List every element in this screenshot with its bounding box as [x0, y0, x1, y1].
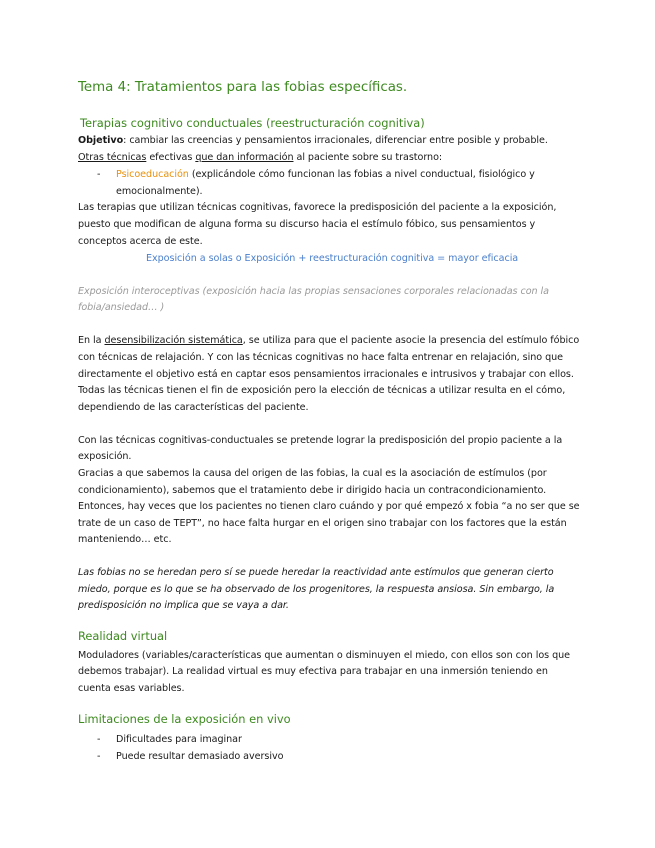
paragraph-line: directamente el objetivo está en captar esos pensamientos irracionales e intrusivos y trabajar con ellos.	[78, 369, 574, 380]
paragraph-line: cuenta esas variables.	[78, 683, 185, 694]
paragraph-line: puesto que modifican de alguna forma su discurso hacia el estímulo fóbico, sus pensamientos y	[78, 219, 536, 230]
objetivo-text: : cambiar las creencias y pensamientos irracionales, diferenciar entre posible y probable.	[123, 135, 548, 146]
desens-suffix: , se utiliza para que el paciente asocie la presencia del estímulo fóbico	[242, 335, 580, 346]
objetivo-label: Objetivo	[78, 135, 124, 146]
bullet-dash: -	[97, 169, 101, 180]
list-item: Dificultades para imaginar	[116, 734, 242, 745]
paragraph-line: exposición.	[78, 451, 132, 462]
interoceptive-line: Exposición interoceptivas (exposición hacia las propias sensaciones corporales relacionadas con la	[78, 286, 549, 297]
page-title: Tema 4: Tratamientos para las fobias específicas.	[78, 80, 408, 95]
otras-tecnicas-line	[78, 149, 442, 166]
paragraph-line: Todas las técnicas tienen el fin de exposición pero la elección de técnicas a utilizar resulta en el cómo,	[78, 385, 566, 396]
otras-mid: efectivas	[146, 152, 196, 163]
efficacy-highlight: Exposición a solas o Exposición + reestructuración cognitiva = mayor eficacia	[146, 253, 519, 264]
desens-prefix: En la	[78, 335, 105, 346]
paragraph-line: manteniendo… etc.	[78, 534, 172, 545]
bullet-dash: -	[97, 751, 101, 762]
interoceptive-line: fobia/ansiedad… )	[78, 302, 165, 313]
paragraph-line: Con las técnicas cognitivas-conductuales se pretende lograr la predisposición del propio paciente a la	[78, 435, 563, 446]
bullet-dash: -	[97, 734, 101, 745]
info-underlined: que dan información	[195, 152, 294, 163]
paragraph-line: dependiendo de las características del paciente.	[78, 402, 309, 413]
paragraph-line: Gracias a que sabemos la causa del origen de las fobias, la cual es la asociación de estímulos (por	[78, 468, 547, 479]
paragraph-line: conceptos acerca de este.	[78, 236, 203, 247]
paragraph-line: condicionamiento), sabemos que el tratamiento debe ir dirigido hacia un contracondicionamiento.	[78, 485, 547, 496]
psico-text-2: emocionalmente).	[116, 186, 203, 197]
psicoeducacion-label: Psicoeducación	[116, 169, 189, 180]
section-heading-cbt: Terapias cognitivo conductuales (reestructuración cognitiva)	[80, 116, 425, 130]
section-heading-limitaciones: Limitaciones de la exposición en vivo	[78, 712, 291, 726]
paragraph-line: Las terapias que utilizan técnicas cognitivas, favorece la predisposición del paciente a la exposición,	[78, 202, 557, 213]
italic-line: Las fobias no se heredan pero sí se puede heredar la reactividad ante estímulos que generan cierto	[78, 567, 554, 578]
italic-line: predisposición no implica que se vaya a dar.	[78, 600, 289, 611]
italic-line: miedo, porque es lo que se ha observado de los progenitores, la respuesta ansiosa. Sin embargo, la	[78, 584, 555, 595]
section-heading-realidad-virtual: Realidad virtual	[78, 629, 168, 643]
otras-end: al paciente sobre su trastorno:	[293, 152, 443, 163]
objetivo-line	[78, 132, 548, 149]
paragraph-line: Moduladores (variables/características que aumentan o disminuyen el miedo, con ellos son con los que	[78, 650, 571, 661]
paragraph-line: Entonces, hay veces que los pacientes no tienen claro cuándo y por qué empezó x fobia “a no ser que se	[78, 501, 580, 512]
otras-tecnicas-underlined: Otras técnicas	[78, 152, 147, 163]
psico-text-1: (explicándole cómo funcionan las fobias a nivel conductual, fisiológico y	[188, 169, 535, 180]
paragraph-line: con técnicas de relajación. Y con las técnicas cognitivas no hace falta entrenar en relajación, sino que	[78, 352, 564, 363]
paragraph-line: debemos trabajar). La realidad virtual es muy efectiva para trabajar en una inmersión teniendo en	[78, 666, 548, 677]
desensibilizacion-underlined: desensibilización sistemática	[104, 335, 243, 346]
paragraph-line: trate de un caso de TEPT”, no hace falta hurgar en el origen sino trabajar con los factores que la están	[78, 518, 567, 529]
paragraph-line	[78, 332, 579, 349]
list-item: Puede resultar demasiado aversivo	[116, 751, 284, 762]
psico-line	[116, 166, 535, 183]
